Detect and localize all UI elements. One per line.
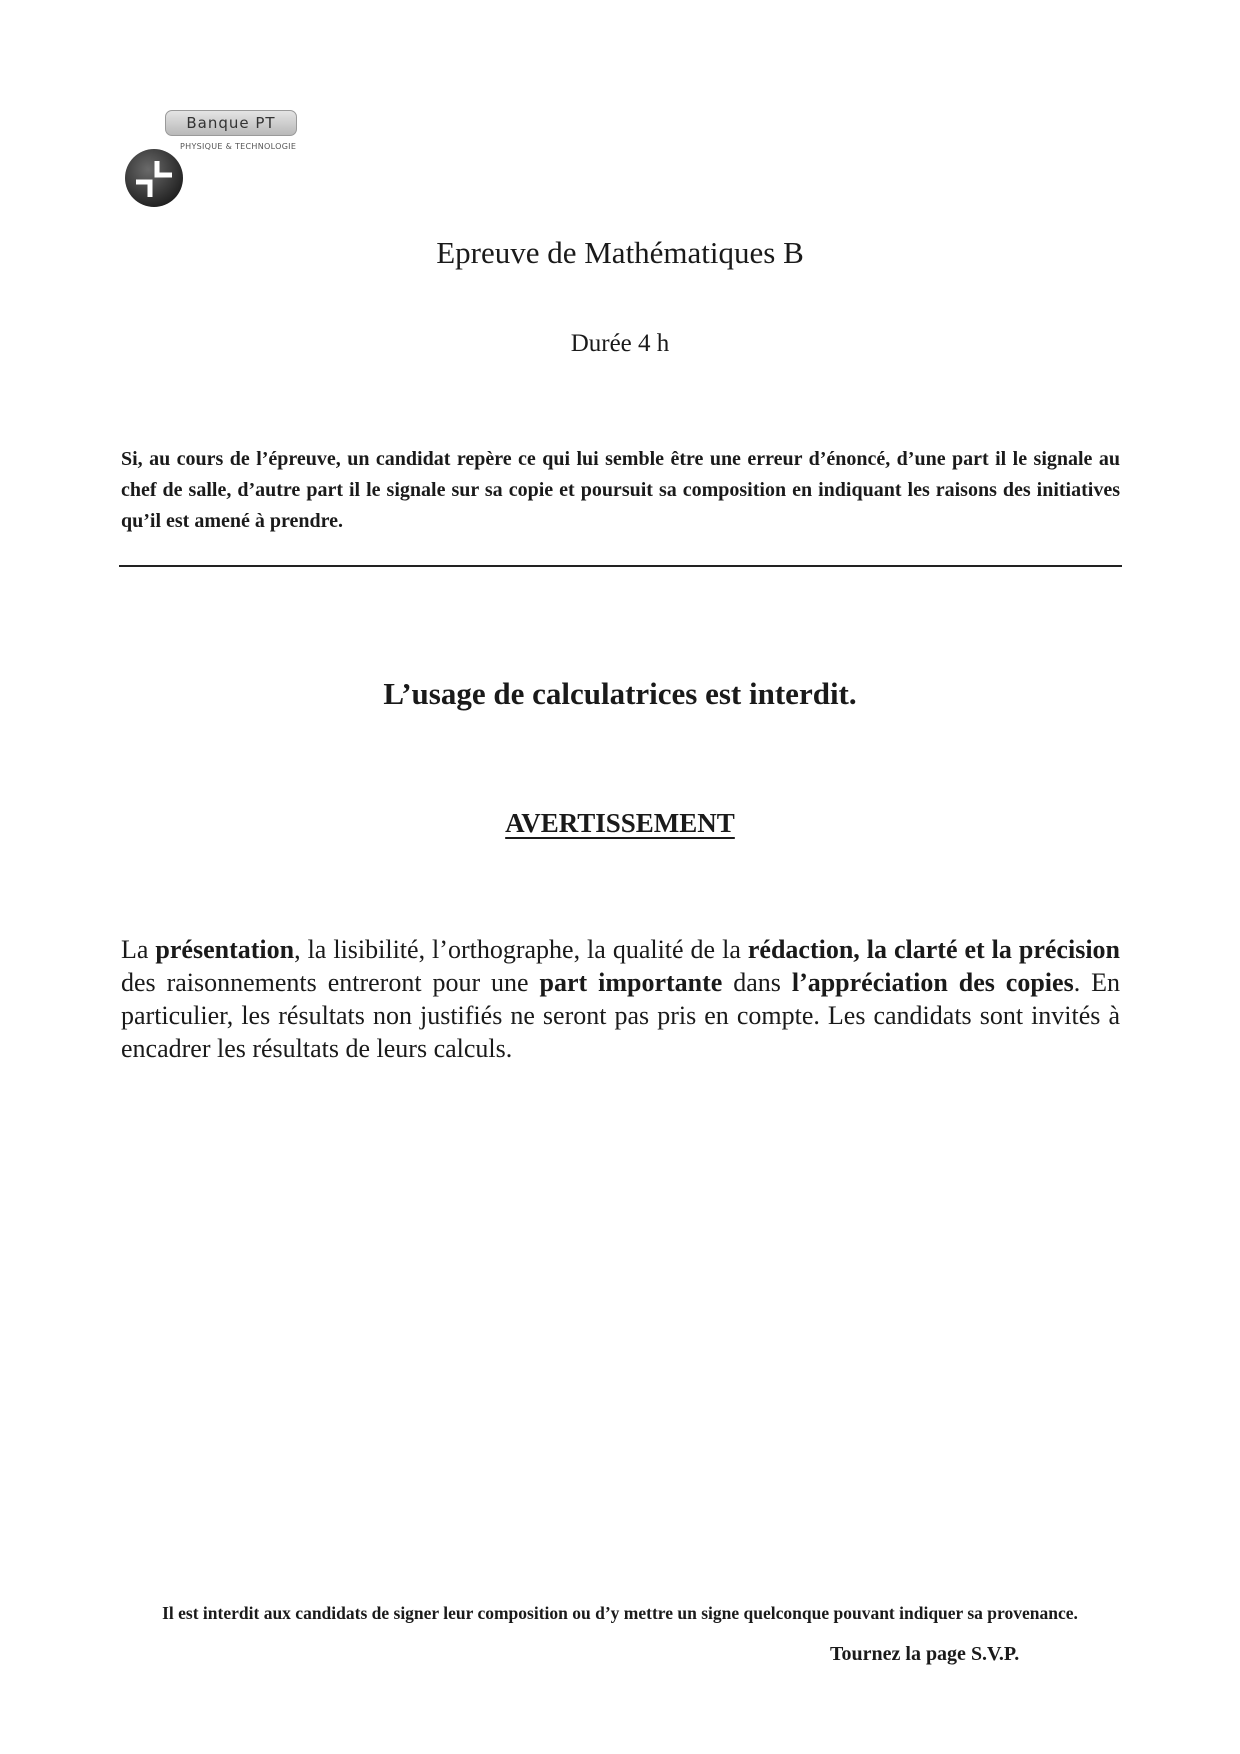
warning-text-3: des raisonnements entreront pour une [121, 968, 540, 997]
warning-text-2: , la lisibilité, l’orthographe, la qualité de la [294, 935, 748, 964]
calculator-rule: L’usage de calculatrices est interdit. [383, 676, 857, 711]
warning-text-4: dans [722, 968, 792, 997]
warning-text-1: La [121, 935, 156, 964]
warning-paragraph [121, 933, 1120, 1065]
warning-text-5: . En particulier, les résultats non justifiés ne seront pas pris en compte. Les candidats sont invités à encadrer les résultats de leurs calculs. [121, 968, 1120, 1063]
exam-title: Epreuve de Mathématiques B [436, 235, 804, 270]
divider [119, 565, 1122, 567]
warning-heading-text: AVERTISSEMENT [505, 808, 735, 838]
turn-page-note: Tournez la page S.V.P. [830, 1643, 1020, 1665]
error-notice: Si, au cours de l’épreuve, un candidat repère ce qui lui semble être une erreur d’énoncé, d’une part il le signale au chef de salle, d’autre part il le signale sur sa copie et poursuit sa composition en indiquant les raisons des initiatives qu’il est amené à prendre. [121, 448, 1120, 532]
exam-duration: Durée 4 h [570, 330, 670, 357]
signature-rule: Il est interdit aux candidats de signer leur composition ou d’y mettre un signe quelconque pouvant indiquer sa provenance. [162, 1603, 1078, 1623]
warning-bold-3: part importante [539, 968, 723, 997]
banque-pt-logo-icon [123, 147, 185, 209]
warning-bold-2: rédaction, la clarté et la précision [747, 935, 1121, 964]
warning-bold-4: l’appréciation des copies [791, 968, 1074, 997]
warning-heading [0, 808, 1240, 839]
logo-badge: Banque PT [165, 110, 297, 136]
logo-subtitle: PHYSIQUE & TECHNOLOGIE [180, 142, 297, 151]
warning-bold-1: présentation [155, 935, 295, 964]
